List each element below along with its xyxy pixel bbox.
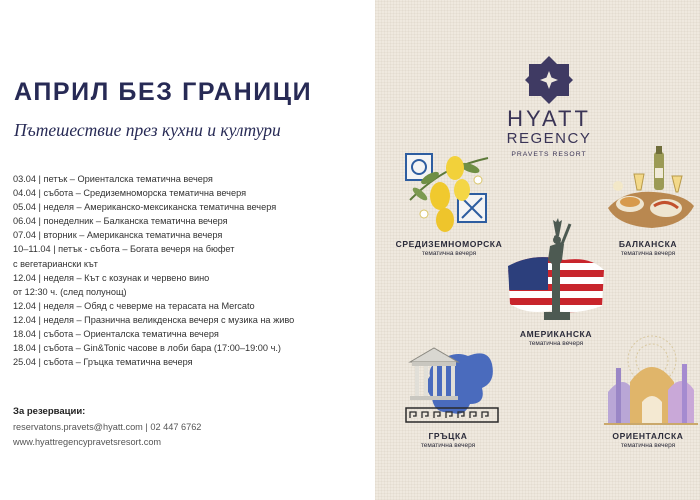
theme-caption-mediterranean <box>394 239 504 257</box>
event-item-continuation: с вегетариански кът <box>13 258 98 269</box>
event-item: 10–11.04 | петък - събота – Богата вечеря на бюфет <box>13 244 235 255</box>
events-list <box>13 172 294 369</box>
brand-regency: REGENCY <box>506 130 592 147</box>
theme-caption-balkan <box>596 239 700 257</box>
reservations-heading: За резервации: <box>13 406 86 417</box>
website-link[interactable]: www.hyattregencypravetsresort.com <box>13 437 162 447</box>
theme-sub: тематична вечеря <box>620 250 676 257</box>
event-item: 07.04 | вторник – Американска тематична вечеря <box>13 230 223 241</box>
theme-caption-oriental <box>596 431 700 449</box>
event-item: 05.04 | неделя – Американско-мексиканска тематична вечеря <box>13 202 277 213</box>
theme-name: ГРЪЦКА <box>428 431 468 441</box>
oriental-illustration-icon <box>604 332 698 428</box>
event-item: 04.04 | събота – Средиземноморска тематична вечеря <box>13 188 247 199</box>
theme-name: АМЕРИКАНСКА <box>519 329 593 339</box>
theme-name: БАЛКАНСКА <box>618 239 678 249</box>
balkan-illustration-icon <box>604 146 698 236</box>
theme-name: ОРИЕНТАЛСКА <box>612 431 684 441</box>
theme-sub: тематична вечеря <box>528 340 584 347</box>
reservations-contact[interactable]: reservatons.pravets@hyatt.com | 02 447 6762 <box>13 422 202 432</box>
event-item: 03.04 | петък – Ориенталска тематична вечеря <box>13 174 213 184</box>
brand-name: HYATT <box>507 106 591 131</box>
greek-illustration-icon <box>404 342 500 428</box>
page-subtitle: Пътешествие през кухни и култури <box>14 120 281 140</box>
event-item: 18.04 | събота – Ориенталска тематична вечеря <box>13 329 219 340</box>
event-item: 18.04 | събота – Gin&Tonic часове в лоби бара (17:00–19:00 ч.) <box>13 343 281 354</box>
event-item-continuation: от 12:30 ч. (след полунощ) <box>13 286 127 297</box>
event-item: 06.04 | понеделник – Балканска тематична вечеря <box>13 216 228 227</box>
theme-sub: тематична вечеря <box>620 442 676 449</box>
brand-resort: PRAVETS RESORT <box>511 151 587 158</box>
event-item: 12.04 | неделя – Кът с козунак и червено вино <box>13 272 210 283</box>
page-title: АПРИЛ БЕЗ ГРАНИЦИ <box>14 78 313 106</box>
event-item: 12.04 | неделя – Празнична великденска вечеря с музика на живо <box>13 314 295 325</box>
mediterranean-illustration-icon <box>400 150 500 236</box>
event-item: 25.04 | събота – Гръцка тематична вечеря <box>13 357 193 368</box>
theme-sub: тематична вечеря <box>421 250 477 257</box>
theme-name: СРЕДИЗЕМНОМОРСКА <box>395 239 503 249</box>
theme-caption-american <box>504 329 608 347</box>
hyatt-logo-icon <box>524 55 574 105</box>
american-illustration-icon <box>504 216 608 324</box>
theme-sub: тематична вечеря <box>420 442 476 449</box>
event-item: 12.04 | неделя – Обяд с чеверме на терасата на Mercato <box>13 300 255 311</box>
theme-caption-greek <box>396 431 500 449</box>
